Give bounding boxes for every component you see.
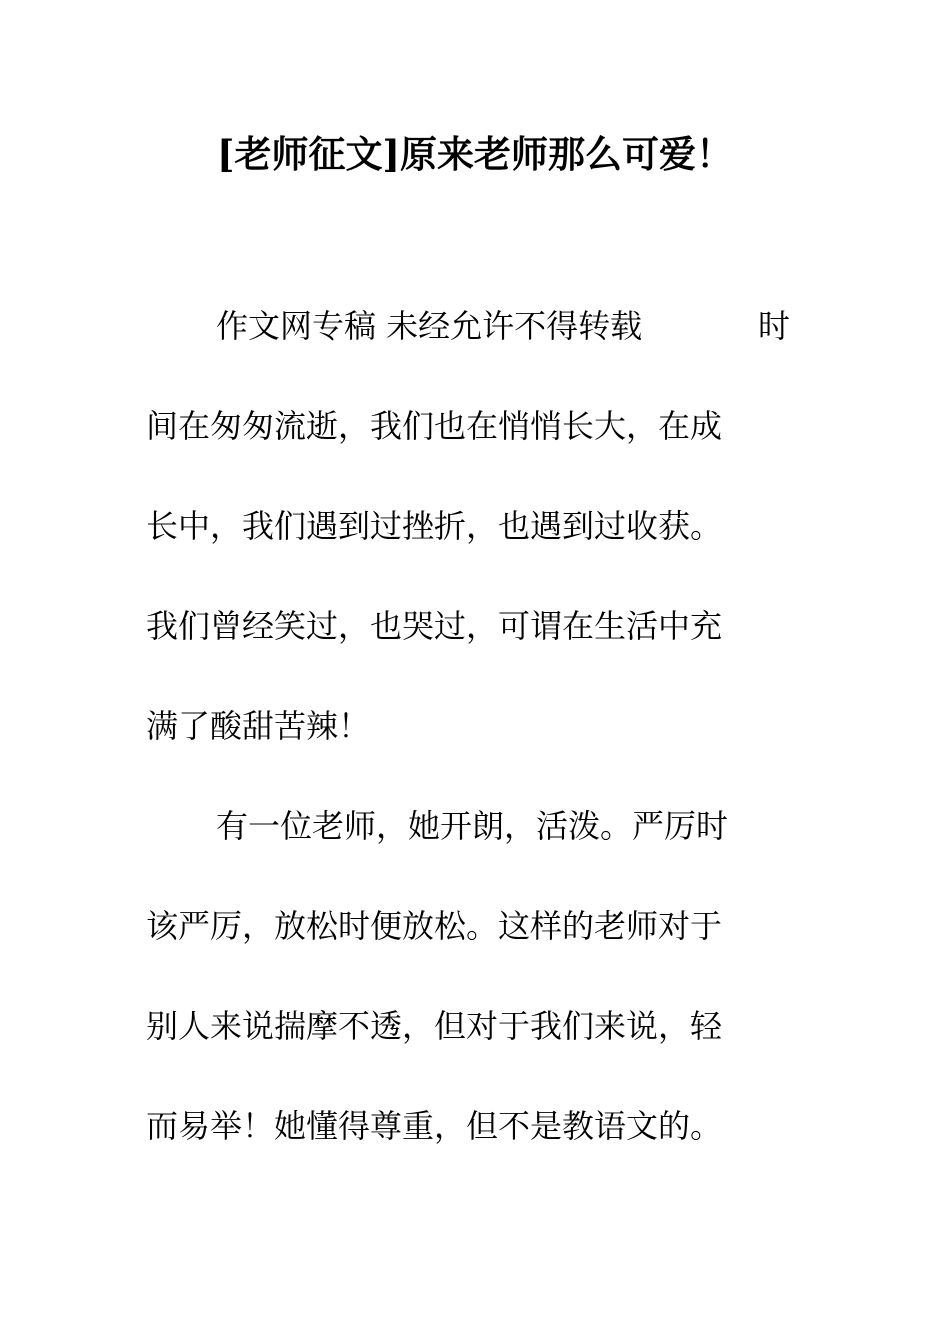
- paragraph2-line3: 别人来说揣摩不透，但对于我们来说，轻: [146, 1007, 723, 1045]
- paragraph1-line1-end: 时: [758, 307, 791, 345]
- paragraph2-line4: 而易举！她懂得尊重，但不是教语文的。: [146, 1107, 723, 1145]
- paragraph1-line5: 满了酸甜苦辣！: [146, 707, 371, 745]
- paragraph1-line4: 我们曾经笑过，也哭过，可谓在生活中充: [146, 607, 723, 645]
- paragraph1-line1: 作文网专稿 未经允许不得转载: [216, 307, 643, 345]
- paragraph1-line2: 间在匆匆流逝，我们也在悄悄长大，在成: [146, 407, 723, 445]
- paragraph2-line2: 该严厉，放松时便放松。这样的老师对于: [146, 907, 723, 945]
- paragraph1-line3: 长中，我们遇到过挫折，也遇到过收获。: [146, 507, 723, 545]
- document-title: [老师征文]原来老师那么可爱！: [216, 132, 733, 176]
- paragraph2-line1: 有一位老师，她开朗，活泼。严厉时: [216, 807, 729, 845]
